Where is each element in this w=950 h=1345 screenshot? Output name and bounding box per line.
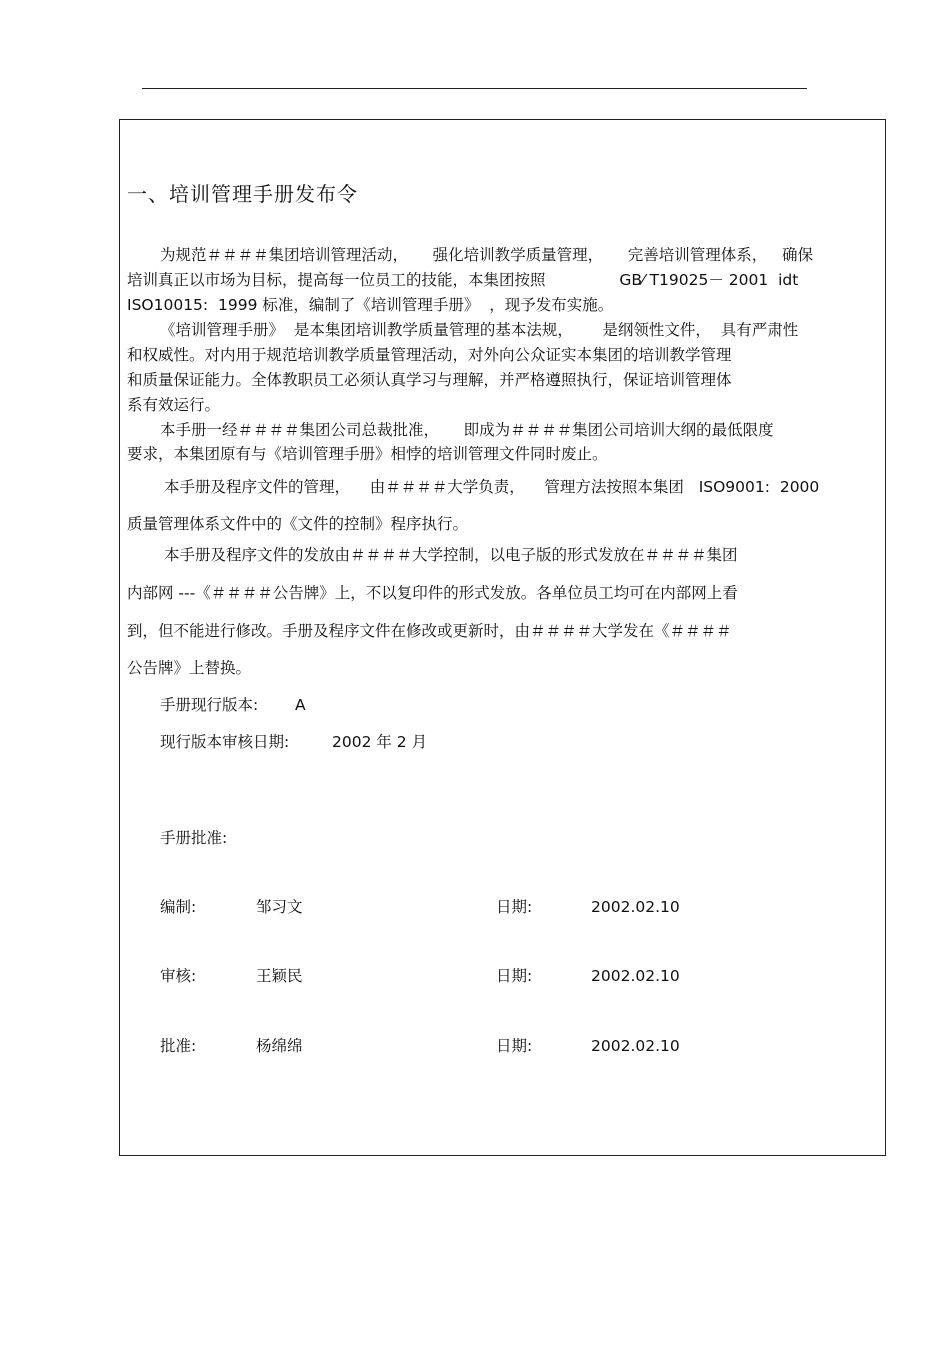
paragraph-line: 和质量保证能力。全体教职员工必须认真学习与理解，并严格遵照执行，保证培训管理体 (127, 371, 732, 389)
paragraph-line: 到，但不能进行修改。手册及程序文件在修改或更新时，由＃＃＃＃大学发在《＃＃＃＃ (127, 622, 732, 640)
signature-name: 王颖民 (256, 967, 303, 985)
signature-role: 批准: (160, 1037, 197, 1055)
header-rule (142, 88, 807, 89)
paragraph-line: 本手册一经＃＃＃＃集团公司总裁批准， 即成为＃＃＃＃集团公司培训大纲的最低限度 (160, 421, 774, 439)
signature-date-label: 日期: (496, 967, 533, 985)
paragraph-line: 和权威性。对内用于规范培训教学质量管理活动，对外向公众证实本集团的培训教学管理 (127, 346, 732, 364)
review-date-value: 2002 年 2 月 (332, 733, 428, 751)
paragraph-line: 公告牌》上替换。 (127, 659, 252, 677)
paragraph-line: 本手册及程序文件的发放由＃＃＃＃大学控制，以电子版的形式发放在＃＃＃＃集团 (164, 546, 738, 564)
version-value: A (295, 696, 306, 714)
signature-date-label: 日期: (496, 1037, 533, 1055)
approval-heading: 手册批准: (160, 829, 228, 847)
paragraph-line: ISO10015: 1999 标准，编制了《培训管理手册》 ，现予发布实施。 (127, 296, 614, 314)
paragraph-line: 本手册及程序文件的管理， 由＃＃＃＃大学负责， 管理方法按照本集团 ISO9001: 2000 (164, 478, 820, 496)
review-date-label: 现行版本审核日期: (160, 733, 290, 751)
paragraph-line: 内部网 ---《＃＃＃＃公告牌》上，不以复印件的形式发放。各单位员工均可在内部网上看 (127, 584, 738, 602)
signature-role: 编制: (160, 898, 197, 916)
signature-name: 邹习文 (256, 898, 303, 916)
paragraph-line: 为规范＃＃＃＃集团培训管理活动， 强化培训教学质量管理， 完善培训管理体系， 确保 (160, 246, 814, 264)
signature-date: 2002.02.10 (591, 967, 680, 985)
paragraph-line: 系有效运行。 (127, 396, 221, 414)
paragraph-line: 培训真正以市场为目标，提高每一位员工的技能，本集团按照 GB⁄ T19025－ 2001 idt (127, 271, 799, 289)
signature-role: 审核: (160, 967, 197, 985)
paragraph-line: 《培训管理手册》 是本集团培训教学质量管理的基本法规， 是纲领性文件， 具有严肃性 (160, 321, 799, 339)
signature-date-label: 日期: (496, 898, 533, 916)
version-label: 手册现行版本: (160, 696, 259, 714)
signature-date: 2002.02.10 (591, 898, 680, 916)
signature-date: 2002.02.10 (591, 1037, 680, 1055)
paragraph-line: 要求，本集团原有与《培训管理手册》相悖的培训管理文件同时废止。 (127, 445, 608, 463)
signature-name: 杨绵绵 (256, 1037, 303, 1055)
page-title: 一、培训管理手册发布令 (127, 182, 358, 206)
paragraph-line: 质量管理体系文件中的《文件的控制》程序执行。 (127, 515, 469, 533)
